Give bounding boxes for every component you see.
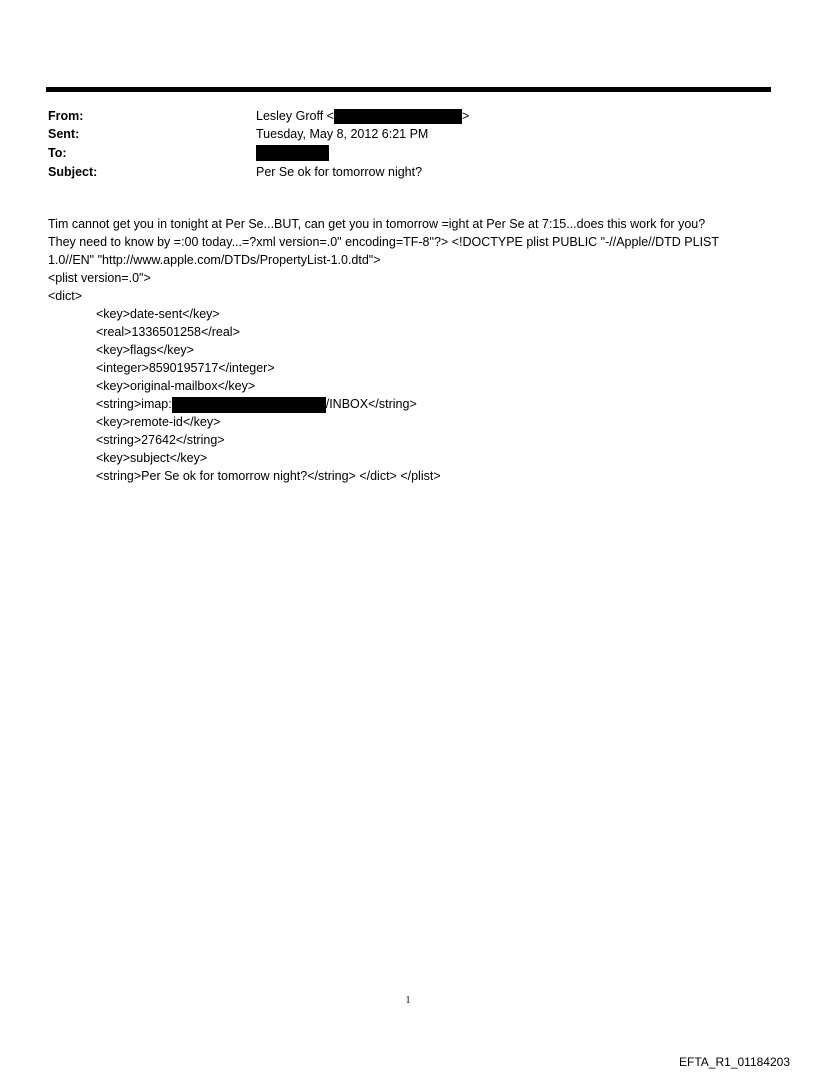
plist-line: <key>date-sent</key> (96, 307, 220, 321)
plist-line: <integer>8590195717</integer> (96, 361, 275, 375)
plist-line: <key>remote-id</key> (96, 415, 221, 429)
from-suffix: > (461, 109, 470, 123)
to-label: To: (48, 146, 67, 160)
plist-line: <key>subject</key> (96, 451, 208, 465)
body-line: 1.0//EN" "http://www.apple.com/DTDs/PropertyList-1.0.dtd"> (48, 253, 381, 267)
from-name: Lesley Groff < (256, 109, 334, 123)
plist-line: <key>flags</key> (96, 343, 194, 357)
subject-value: Per Se ok for tomorrow night? (256, 165, 423, 179)
plist-line: <real>1336501258</real> (96, 325, 240, 339)
redaction-box (334, 109, 462, 124)
plist-line: <string>27642</string> (96, 433, 225, 447)
sent-label: Sent: (48, 127, 80, 141)
imap-prefix: <string>imap: (96, 397, 172, 411)
plist-imap-line (48, 395, 773, 413)
bates-number: EFTA_R1_01184203 (679, 1055, 790, 1069)
page-number: 1 (405, 995, 411, 1006)
body-line: <dict> (48, 289, 83, 303)
to-value (256, 144, 329, 161)
from-value (256, 108, 469, 124)
body-line: <plist version=.0"> (48, 271, 151, 285)
plist-line: <string>Per Se ok for tomorrow night?</string> </dict> </plist> (96, 469, 441, 483)
body-line: Tim cannot get you in tonight at Per Se...BUT, can get you in tomorrow =ight at Per Se at 7:15...does this work for you? (48, 217, 706, 231)
email-body (48, 215, 773, 485)
header-rule (46, 87, 771, 92)
redaction-box (172, 397, 326, 413)
imap-suffix: /INBOX</string> (325, 397, 417, 411)
sent-value: Tuesday, May 8, 2012 6:21 PM (256, 127, 429, 141)
subject-label: Subject: (48, 165, 98, 179)
body-line: They need to know by =:00 today...=?xml version=.0" encoding=TF-8"?> <!DOCTYPE plist PUBLIC "-//Apple//DTD PLIST (48, 235, 720, 249)
redaction-box (256, 145, 329, 161)
from-label: From: (48, 109, 84, 123)
plist-line: <key>original-mailbox</key> (96, 379, 256, 393)
